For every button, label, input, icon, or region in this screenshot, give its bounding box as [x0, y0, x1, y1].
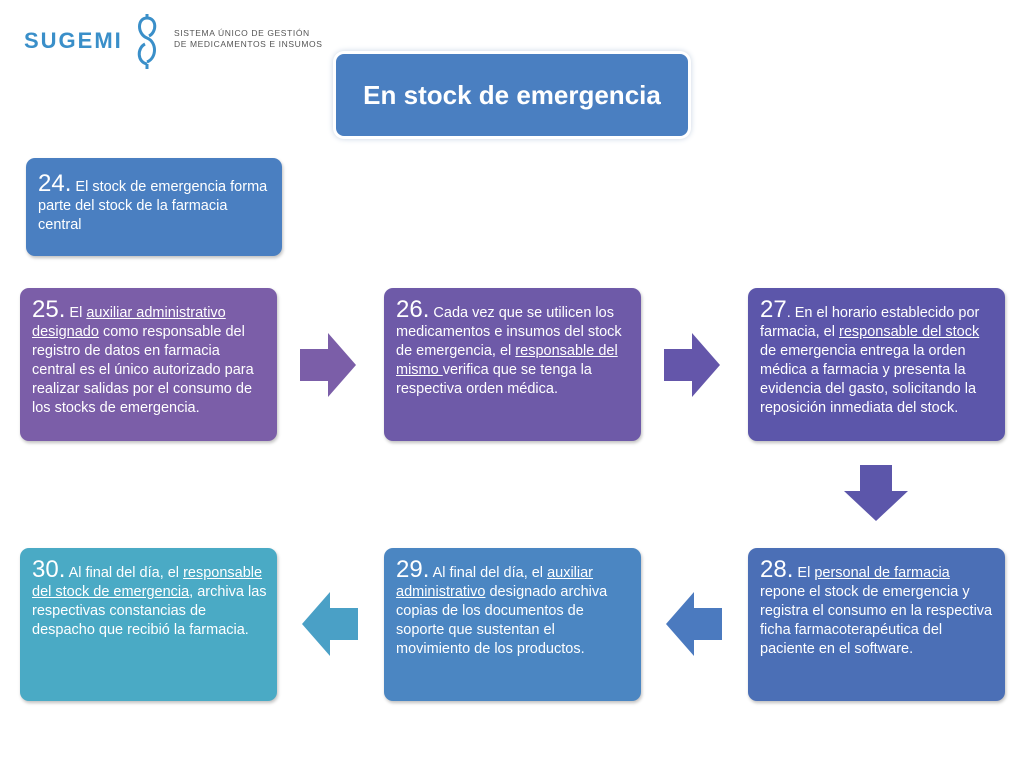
- sugemi-logo: [24, 14, 324, 70]
- step-text: Cada vez que se utilicen los medicamentos e insumos del stock de emergencia, el: [396, 305, 622, 359]
- step-text: El: [793, 565, 815, 581]
- step-box-24: [26, 158, 282, 256]
- step-number: 29.: [396, 556, 430, 583]
- step-box-30: [20, 548, 277, 701]
- logo-subtitle: [174, 28, 323, 50]
- step-text: verifica que se tenga la respectiva orden médica.: [396, 362, 592, 397]
- step-text: . En el horario establecido por farmacia, el: [760, 305, 980, 340]
- step-text: repone el stock de emergencia y registra el consumo en la respectiva ficha farmacoterapéutica del paciente en el software.: [760, 584, 993, 657]
- logo-brand: SUGEMI: [24, 28, 123, 53]
- step-text: designado archiva copias de los documentos de soporte que sustentan el movimiento de los productos.: [396, 584, 608, 657]
- step-text: como responsable del registro de datos en farmacia central es el único autorizado para realizar salidas por el consumo de los stocks de emergencia.: [32, 324, 254, 416]
- diagram-title: En stock de emergencia: [336, 54, 688, 136]
- step-box-29: [384, 548, 641, 701]
- step-text: , archiva las respectivas constancias de despacho que recibió la farmacia.: [32, 584, 267, 638]
- step-box-27: [748, 288, 1005, 441]
- arrow-right-icon: [300, 333, 358, 397]
- arrow-left-icon: [302, 592, 360, 656]
- step-text: Al final del día, el: [65, 565, 184, 581]
- step-highlight-text: personal de farmacia: [814, 565, 950, 581]
- step-box-28: [748, 548, 1005, 701]
- step-box-25: [20, 288, 277, 441]
- step-highlight-text: responsable del mismo: [396, 343, 618, 378]
- step-text: El stock de emergencia forma parte del stock de la farmacia central: [38, 179, 268, 233]
- arrow-left-icon: [666, 592, 724, 656]
- step-text: Al final del día, el: [429, 565, 548, 581]
- step-highlight-text: auxiliar administrativo designado: [32, 305, 226, 340]
- logo-subtitle-line2: DE MEDICAMENTOS E INSUMOS: [174, 39, 323, 49]
- logo-mark-icon: [132, 14, 162, 70]
- step-number: 24.: [38, 170, 72, 197]
- logo-subtitle-line1: SISTEMA ÚNICO DE GESTIÓN: [174, 28, 310, 38]
- step-number: 26.: [396, 296, 430, 323]
- arrow-down-icon: [844, 465, 908, 521]
- arrow-right-icon: [664, 333, 722, 397]
- step-box-26: [384, 288, 641, 441]
- step-highlight-text: auxiliar administrativo: [396, 565, 593, 600]
- step-text: El: [65, 305, 87, 321]
- step-highlight-text: responsable del stock de emergencia: [32, 565, 263, 600]
- step-text: de emergencia entrega la orden médica a farmacia y presenta la evidencia del gasto, solicitando la reposición inmediata del stock.: [760, 343, 977, 416]
- step-number: 27: [760, 296, 787, 323]
- step-number: 25.: [32, 296, 66, 323]
- step-number: 30.: [32, 556, 66, 583]
- step-number: 28.: [760, 556, 794, 583]
- step-highlight-text: responsable del stock: [838, 324, 980, 340]
